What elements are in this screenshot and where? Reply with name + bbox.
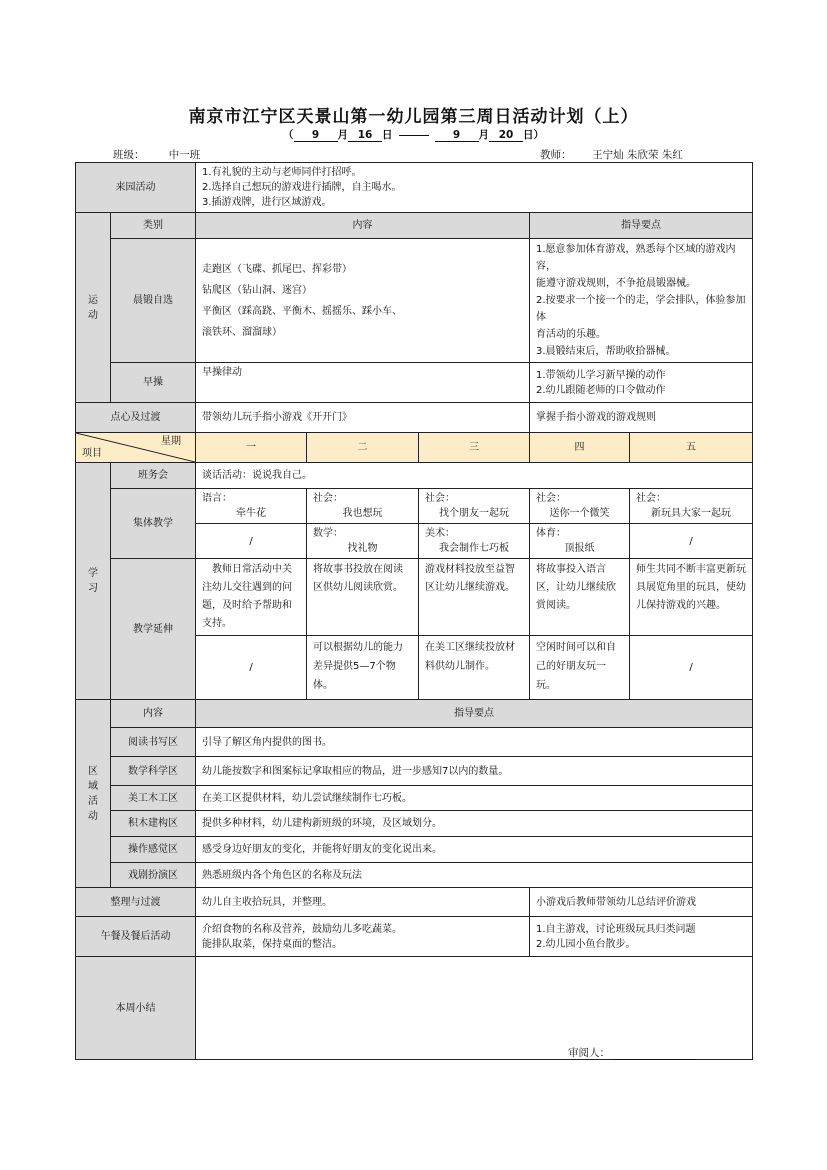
area-col-guide: 指导要点 xyxy=(196,700,753,728)
day-2: 二 xyxy=(307,433,419,463)
reviewer: 审阅人： xyxy=(568,1045,696,1060)
learning-label: 学习 xyxy=(76,463,111,700)
group-cell: 数学： 找礼物 xyxy=(307,524,419,559)
lunch-guide: 1.自主游戏，讨论班级玩具归类问题 2.幼儿园小鱼台散步。 xyxy=(530,917,753,957)
extension-cell: 将故事投入语言区，让幼儿继续欣赏阅读。 xyxy=(530,559,630,636)
end-month: 9 xyxy=(435,129,479,142)
class-info: 班级： 中一班 xyxy=(113,147,225,163)
drill-guide: 1.带领幼儿学习新早操的动作 2.幼儿跟随老师的口令做动作 xyxy=(530,363,753,403)
area-guide: 熟悉班级内各个角色区的名称及玩法 xyxy=(196,863,753,888)
morning-exercise-content: 走跑区（飞碟、抓尾巴、挥彩带） 钻爬区（钻山洞、迷宫） 平衡区（踩高跷、平衡木、摇摇乐、踩小车、 滚铁环、溜溜球） xyxy=(196,239,530,363)
teacher-value: 王宁灿 朱欣荣 朱红 xyxy=(572,147,704,163)
summary-label: 本周小结 xyxy=(76,957,196,1060)
area-col-content: 内容 xyxy=(111,700,196,728)
extension-label: 教学延伸 xyxy=(111,559,196,700)
area-name: 美工木工区 xyxy=(111,786,196,811)
snack-guide: 掌握手指小游戏的游戏规则 xyxy=(530,403,753,433)
date-range: （ 9 月 16 日 9 月 20 日） xyxy=(283,129,544,141)
extension-cell: / xyxy=(630,636,753,700)
affairs-content: 谈话活动：说说我自己。 xyxy=(196,463,753,489)
snack-content: 带领幼儿玩手指小游戏《开开门》 xyxy=(196,403,530,433)
teacher-info: 教师： 王宁灿 朱欣荣 朱红 xyxy=(540,147,704,163)
group-cell: 社会： 送你一个微笑 xyxy=(530,489,630,524)
tidy-guide: 小游戏后教师带领幼儿总结评价游戏 xyxy=(530,888,753,917)
extension-cell: 游戏材料投放至益智区让幼儿继续游戏。 xyxy=(419,559,530,636)
area-guide: 在美工区提供材料，幼儿尝试继续制作七巧板。 xyxy=(196,786,753,811)
start-day: 16 xyxy=(348,129,382,142)
day-4: 四 xyxy=(530,433,630,463)
arrival-content: 1.有礼貌的主动与老师同伴打招呼。 2.选择自己想玩的游戏进行插牌，自主喝水。 3.插游戏牌，进行区域游戏。 xyxy=(196,163,753,213)
reviewer-signature-line xyxy=(614,1047,696,1060)
sports-col-guide: 指导要点 xyxy=(530,213,753,239)
sports-label: 运动 xyxy=(76,213,111,403)
group-cell: 社会： 新玩具大家一起玩 xyxy=(630,489,753,524)
arrival-label: 来园活动 xyxy=(76,163,196,213)
page-title: 南京市江宁区天景山第一幼儿园第三周日活动计划（上） xyxy=(188,107,639,127)
morning-exercise-label: 晨锻自选 xyxy=(111,239,196,363)
sports-col-content: 内容 xyxy=(196,213,530,239)
area-name: 数学科学区 xyxy=(111,757,196,786)
area-name: 操作感觉区 xyxy=(111,837,196,863)
drill-content: 早操律动 xyxy=(196,363,530,403)
weekday-item-header: 星期 项目 xyxy=(76,433,196,463)
tidy-content: 幼儿自主收拾玩具，并整理。 xyxy=(196,888,530,917)
start-month: 9 xyxy=(294,129,338,142)
group-cell: 社会： 找个朋友一起玩 xyxy=(419,489,530,524)
group-cell: 社会： 我也想玩 xyxy=(307,489,419,524)
extension-cell: 教师日常活动中关注幼儿交往遇到的问题，及时给予帮助和支持。 xyxy=(196,559,307,636)
extension-cell: / xyxy=(196,636,307,700)
area-guide: 引导了解区角内提供的图书。 xyxy=(196,728,753,757)
group-cell: 体育： 顶报纸 xyxy=(530,524,630,559)
extension-cell: 在美工区继续投放材料供幼儿制作。 xyxy=(419,636,530,700)
area-activity-label: 区域活动 xyxy=(76,700,111,888)
group-cell: / xyxy=(196,524,307,559)
day-3: 三 xyxy=(419,433,530,463)
day-5: 五 xyxy=(630,433,753,463)
extension-cell: 师生共同不断丰富更新玩具展览角里的玩具，使幼儿保持游戏的兴趣。 xyxy=(630,559,753,636)
group-cell: / xyxy=(630,524,753,559)
area-name: 戏剧扮演区 xyxy=(111,863,196,888)
tidy-label: 整理与过渡 xyxy=(76,888,196,917)
area-guide: 幼儿能按数字和图案标记拿取相应的物品，进一步感知7以内的数量。 xyxy=(196,757,753,786)
area-name: 积木建构区 xyxy=(111,811,196,837)
affairs-label: 班务会 xyxy=(111,463,196,489)
day-1: 一 xyxy=(196,433,307,463)
class-value: 中一班 xyxy=(145,147,225,163)
group-cell: 语言： 牵牛花 xyxy=(196,489,307,524)
area-guide: 提供多种材料，幼儿建构新班级的环境，及区域划分。 xyxy=(196,811,753,837)
group-teaching-label: 集体教学 xyxy=(111,489,196,559)
extension-cell: 将故事书投放在阅读区供幼儿阅读欣赏。 xyxy=(307,559,419,636)
end-day: 20 xyxy=(489,129,523,142)
date-dash xyxy=(399,135,429,136)
extension-cell: 可以根据幼儿的能力差异提供5—7个物体。 xyxy=(307,636,419,700)
snack-label: 点心及过渡 xyxy=(76,403,196,433)
lunch-content: 介绍食物的名称及营养，鼓励幼儿多吃蔬菜。 能排队取菜，保持桌面的整洁。 xyxy=(196,917,530,957)
sports-col-category: 类别 xyxy=(111,213,196,239)
drill-label: 早操 xyxy=(111,363,196,403)
group-cell: 美术： 我会制作七巧板 xyxy=(419,524,530,559)
lunch-label: 午餐及餐后活动 xyxy=(76,917,196,957)
area-guide: 感受身边好朋友的变化，并能将好朋友的变化说出来。 xyxy=(196,837,753,863)
morning-exercise-guide: 1.愿意参加体育游戏，熟悉每个区域的游戏内容， 能遵守游戏规则，不争抢晨锻器械。 2.按要求一个接一个的走，学会排队，体验参加体 育活动的乐趣。 3.晨锻结束后，帮助收拾器械。 xyxy=(530,239,753,363)
extension-cell: 空闲时间可以和自己的好朋友玩一玩。 xyxy=(530,636,630,700)
activity-plan-table xyxy=(75,162,753,1060)
area-name: 阅读书写区 xyxy=(111,728,196,757)
